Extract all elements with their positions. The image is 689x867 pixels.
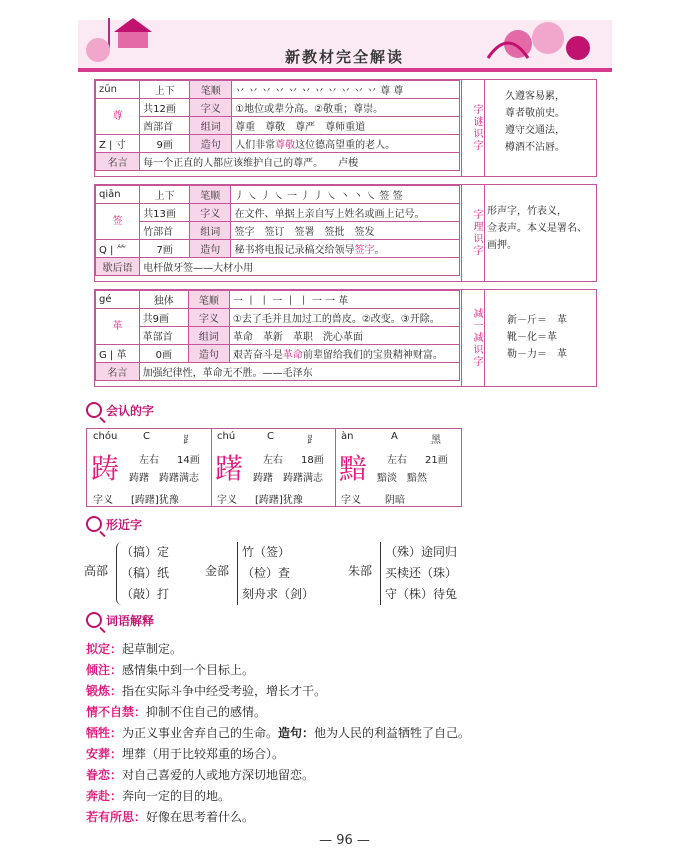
sub-strokes: 9画 — [140, 135, 190, 153]
sentence — [231, 240, 460, 258]
side-line: 樽酒不沾唇。 — [505, 142, 565, 153]
sentence-pre: 艰苦奋斗是 — [232, 350, 283, 361]
label-meaning: 字义 — [93, 495, 113, 506]
side-line: 勒－力＝ 革 — [507, 349, 567, 360]
label-words: 组词 — [190, 222, 231, 240]
index-letter: Z — [99, 140, 106, 151]
magnifier-icon — [86, 612, 102, 628]
glossary-term: 眷恋： — [86, 768, 123, 782]
label-sentence: 造句 — [190, 135, 232, 153]
side-line: 佥表声。本义是署名、 — [487, 223, 587, 234]
recognize-card — [87, 429, 212, 506]
sentence — [232, 135, 460, 153]
meaning: ①地位或辈分高。②敬重；尊崇。 — [232, 99, 460, 117]
label-meaning: 字义 — [190, 99, 232, 117]
entry-card-ge — [94, 289, 597, 387]
glossary-entry — [86, 682, 326, 699]
stroke-count: 18画 — [301, 455, 324, 466]
side-line: 遵守交通法， — [505, 125, 565, 136]
side-line: 尊者敬前史。 — [505, 108, 565, 119]
index: G | 革 — [96, 345, 140, 363]
structure: 左右 — [263, 455, 283, 466]
entry-card-zun — [94, 79, 597, 177]
sentence-pre: 秘书将电报记录稿交给领导 — [234, 245, 355, 256]
side-body — [487, 203, 592, 254]
radical: 革部首 — [139, 327, 188, 345]
page-number: — 96 — — [319, 833, 370, 848]
sentence-word: 签字 — [354, 245, 375, 256]
index-radical: ⺮ — [116, 245, 127, 256]
bottom-label: 名言 — [96, 153, 140, 171]
pinyin: gé — [96, 291, 140, 309]
recognize-table — [86, 428, 462, 507]
index-letter: C — [143, 431, 150, 442]
big-character: 签 — [96, 204, 140, 240]
glossary-term: 奔赴： — [86, 789, 123, 803]
similar-item: 守（株）待兔 — [385, 587, 458, 601]
radical: ⻊ — [307, 435, 317, 446]
stroke-count: 共9画 — [139, 309, 188, 327]
pinyin: chú — [217, 431, 236, 442]
similar-group-label: 金部 — [205, 564, 230, 578]
magnifier-icon — [86, 402, 102, 418]
glossary-entry — [86, 724, 470, 741]
side-line: 形声字，竹表义， — [487, 206, 567, 217]
glossary-entry — [86, 766, 314, 783]
words: 踌躇 踌躇满志 — [253, 473, 323, 484]
radical: ⻊ — [183, 435, 193, 446]
index-letter: A — [391, 431, 398, 442]
side-line: 新－斤＝ 革 — [507, 315, 567, 326]
glossary-term: 若有所思： — [86, 810, 147, 824]
glossary-entry — [86, 808, 254, 825]
label-order: 笔顺 — [190, 186, 231, 204]
sub-strokes: 7画 — [140, 240, 190, 258]
similar-item: 竹（签） — [242, 545, 291, 559]
magnifier-icon — [86, 516, 102, 532]
glossary-def: 为正义事业舍弃自己的生命。 — [122, 726, 279, 740]
sentence-pre: 人们非常 — [235, 140, 276, 151]
structure: 上下 — [140, 186, 190, 204]
bottom-label: 名言 — [96, 363, 140, 381]
glossary-extra: 他为人民的利益牺牲了自己。 — [314, 726, 471, 740]
glossary-def: 埋葬（用于比较郑重的场合）。 — [122, 747, 285, 761]
label-order: 笔顺 — [188, 291, 229, 309]
side-label: 字理识字 — [461, 185, 485, 281]
label-order: 笔顺 — [190, 81, 232, 99]
glossary-term: 倾注： — [86, 663, 123, 677]
stroke-order: 丷 丷 丷 丷 丷 丷 丷 丷 丷 丷 丷 尊 尊 — [232, 81, 460, 99]
bottom-text: 加强纪律性，革命无不胜。——毛泽东 — [139, 363, 459, 381]
structure: 独体 — [139, 291, 188, 309]
page-title: 新教材完全解读 — [284, 48, 404, 66]
meaning: [踌躇]犹豫 — [255, 495, 303, 506]
stroke-count: 21画 — [425, 455, 448, 466]
glossary-def: 对自己喜爱的人或地方深切地留恋。 — [122, 768, 315, 782]
section-title: 词语解释 — [106, 614, 155, 628]
label-meaning: 字义 — [217, 495, 237, 506]
glossary-term: 安葬： — [86, 747, 123, 761]
stroke-count: 共13画 — [140, 204, 190, 222]
label-words: 组词 — [188, 327, 229, 345]
index: Q | ⺮ — [96, 240, 140, 258]
section-title: 会认的字 — [106, 404, 155, 418]
glossary-entry — [86, 787, 230, 804]
sentence-post: 。 — [374, 245, 385, 256]
label-sentence: 造句 — [190, 240, 231, 258]
glossary-def: 感情集中到一个目标上。 — [122, 663, 255, 677]
similar-group-label: 高部 — [84, 564, 109, 578]
glossary-term: 牺牲： — [86, 726, 123, 740]
similar-item: （搞）定 — [121, 545, 170, 559]
words: 尊重 尊敬 尊严 尊师重道 — [232, 117, 460, 135]
glossary-def: 指在实际斗争中经受考验，增长才干。 — [122, 684, 327, 698]
big-character: 革 — [96, 309, 140, 345]
similar-group-label: 朱部 — [348, 564, 373, 578]
index: Z | 寸 — [96, 135, 140, 153]
words: 签字 签订 签署 签批 签发 — [231, 222, 460, 240]
bottom-text: 电杆做牙签——大材小用 — [140, 258, 460, 276]
big-character: 黯 — [339, 452, 368, 485]
radical: 竹部首 — [140, 222, 190, 240]
index-letter: C — [267, 431, 274, 442]
similar-item: （殊）途同归 — [385, 545, 458, 559]
glossary-term: 锻炼： — [86, 684, 123, 698]
side-label: 字谜识字 — [461, 80, 485, 176]
side-line: 靴－化＝革 — [507, 332, 557, 343]
glossary-extra-label: 造句： — [278, 726, 315, 740]
stroke-count: 共12画 — [140, 99, 190, 117]
sentence-post: 这位德高望重的老人。 — [295, 140, 396, 151]
glossary-entry — [86, 661, 254, 678]
similar-item: （稿）纸 — [121, 566, 170, 580]
sentence-post: 前辈留给我们的宝贵精神财富。 — [302, 350, 443, 361]
section-title: 形近字 — [106, 518, 143, 532]
glossary-term: 拟定： — [86, 642, 123, 656]
pinyin: zūn — [96, 81, 140, 99]
pinyin: àn — [341, 431, 354, 442]
similar-item: （敲）打 — [121, 587, 170, 601]
radical: 酋部首 — [140, 117, 190, 135]
entry-card-qian — [94, 184, 597, 282]
meaning: 在文件、单据上亲自写上姓名或画上记号。 — [231, 204, 460, 222]
glossary-term: 情不自禁： — [86, 705, 147, 719]
side-label: 减一减识字 — [461, 290, 485, 386]
glossary-def: 抑制不住自己的感情。 — [146, 705, 267, 719]
glossary-def: 起草制定。 — [122, 642, 183, 656]
meaning: 阴暗 — [385, 495, 405, 506]
pinyin: qiān — [96, 186, 140, 204]
similar-item: 买椟还（珠） — [385, 566, 458, 580]
index-radical: 革 — [116, 350, 127, 361]
bottom-text: 每一个正直的人都应该维护自己的尊严。 卢梭 — [140, 153, 460, 171]
words: 踌躇 踌躇满志 — [129, 473, 199, 484]
sub-strokes: 0画 — [139, 345, 188, 363]
side-body — [507, 312, 592, 363]
glossary-def: 好像在思考着什么。 — [146, 810, 255, 824]
radical: 黑 — [431, 435, 441, 446]
glossary-entry — [86, 640, 182, 657]
stroke-order: 一 丨 丨 一 丨 丨 一 一 革 — [229, 291, 459, 309]
index-letter: Q — [99, 245, 107, 256]
recognize-card — [211, 429, 336, 506]
similar-item: （检）查 — [242, 566, 291, 580]
structure: 上下 — [140, 81, 190, 99]
sentence-word: 尊敬 — [275, 140, 296, 151]
words: 黯淡 黯然 — [377, 473, 427, 484]
side-line: 画押。 — [487, 240, 517, 251]
section-recognize — [86, 402, 154, 419]
meaning: ①去了毛并且加过工的兽皮。②改变。③开除。 — [229, 309, 459, 327]
stroke-count: 14画 — [177, 455, 200, 466]
glossary-def: 奔向一定的目的地。 — [122, 789, 231, 803]
glossary-entry — [86, 703, 266, 720]
index-radical: 寸 — [115, 140, 126, 151]
sentence — [229, 345, 459, 363]
bottom-label: 歇后语 — [96, 258, 140, 276]
sentence-word: 革命 — [282, 350, 303, 361]
similar-item: 刻舟求（剑） — [242, 587, 315, 601]
similar-group — [237, 542, 314, 605]
structure: 左右 — [387, 455, 407, 466]
section-similar — [86, 516, 142, 533]
words: 革命 革新 革职 洗心革面 — [229, 327, 459, 345]
label-words: 组词 — [190, 117, 232, 135]
index-letter: G — [99, 350, 107, 361]
similar-group — [116, 542, 169, 605]
label-sentence: 造句 — [188, 345, 229, 363]
structure: 左右 — [139, 455, 159, 466]
big-character: 踌 — [91, 452, 120, 485]
recognize-card — [335, 429, 459, 506]
meaning: [踌躇]犹豫 — [131, 495, 179, 506]
big-character: 尊 — [96, 99, 140, 135]
label-meaning: 字义 — [341, 495, 361, 506]
pinyin: chóu — [93, 431, 118, 442]
label-meaning: 字义 — [188, 309, 229, 327]
side-body — [505, 88, 592, 156]
label-meaning: 字义 — [190, 204, 231, 222]
side-line: 久遵客易累， — [505, 91, 565, 102]
section-glossary — [86, 612, 154, 629]
stroke-order: 丿 ㇏ 丿 ㇏ 一 丿 丿 ㇏ 丶 丶 ㇏ 签 签 — [231, 186, 460, 204]
glossary-entry — [86, 745, 284, 762]
big-character: 躇 — [215, 452, 244, 485]
similar-group — [380, 542, 457, 605]
